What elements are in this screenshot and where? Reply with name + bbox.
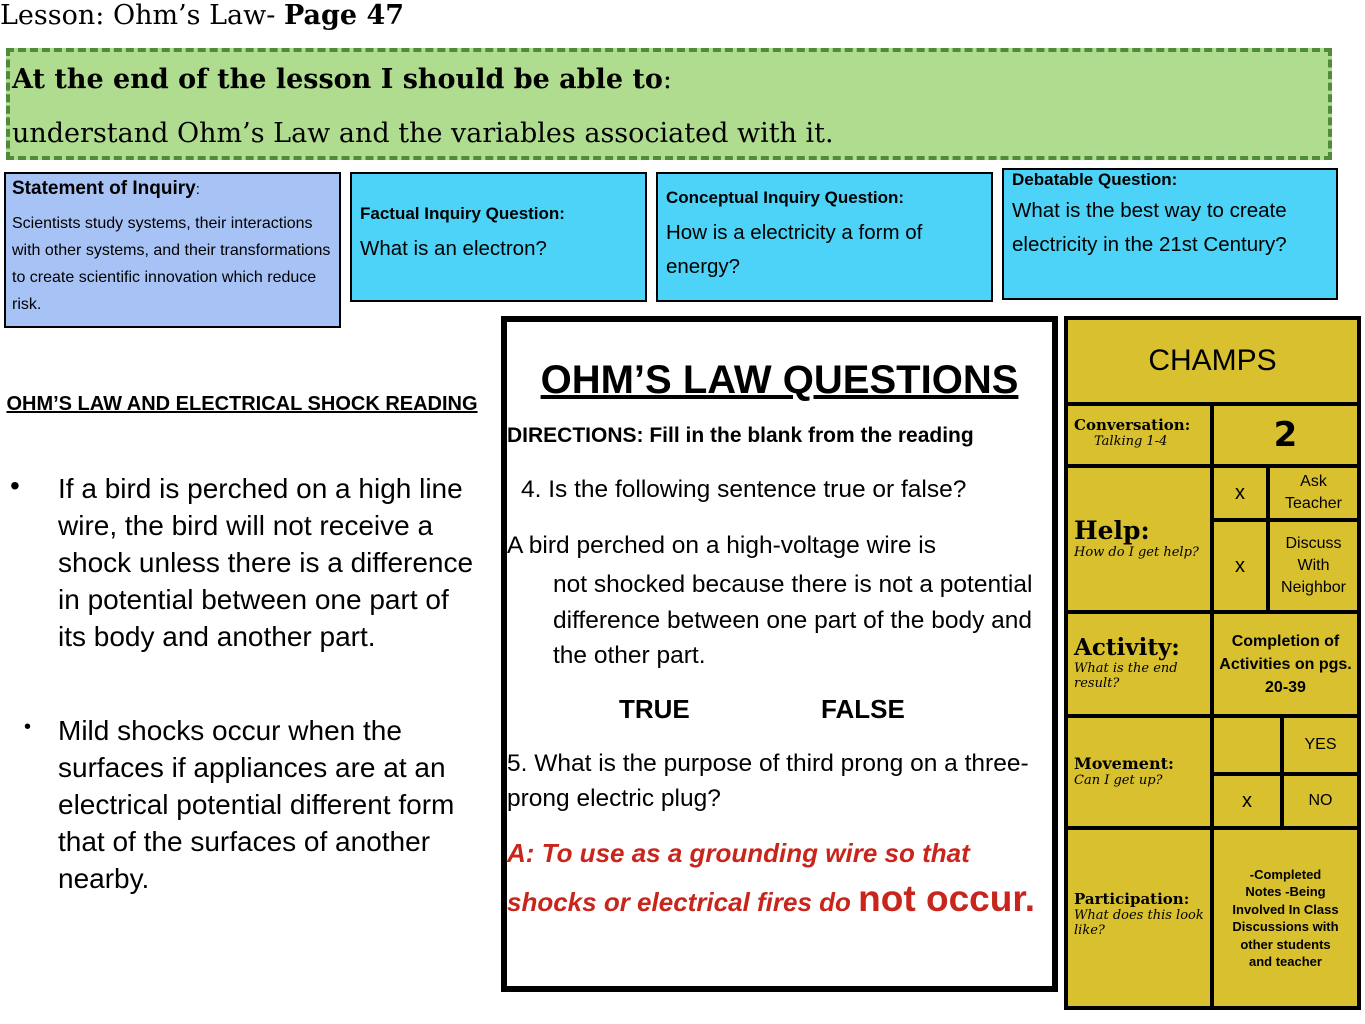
reading-title: OHM’S LAW AND ELECTRICAL SHOCK READING xyxy=(6,393,478,415)
movement-label: Movement: xyxy=(1074,754,1174,773)
participation-sub: What does this look like? xyxy=(1074,908,1204,938)
questions-directions: DIRECTIONS: Fill in the blank from the reading xyxy=(507,424,974,447)
factual-heading: Factual Inquiry Question: xyxy=(360,204,565,223)
page-number: Page 47 xyxy=(283,0,405,31)
conversation-label: Conversation: xyxy=(1074,416,1191,434)
help-label-cell xyxy=(1066,466,1212,612)
factual-question-box xyxy=(350,172,647,302)
objective-colon: : xyxy=(662,64,672,95)
movement-label-cell xyxy=(1066,716,1212,828)
help-mark-1: x xyxy=(1212,466,1268,520)
factual-text: What is an electron? xyxy=(360,237,547,260)
participation-label-cell xyxy=(1066,828,1212,1008)
question-5-answer xyxy=(507,830,1052,925)
conversation-sub: Talking 1-4 xyxy=(1094,434,1168,449)
help-option-1: Ask Teacher xyxy=(1268,466,1359,520)
statement-colon: : xyxy=(195,181,200,198)
participation-label: Participation: xyxy=(1074,890,1190,908)
statement-heading xyxy=(12,178,333,200)
conversation-value: 2 xyxy=(1212,404,1359,466)
help-label: Help: xyxy=(1074,516,1150,545)
debatable-question-box xyxy=(1002,168,1338,300)
statement-heading-text: Statement of Inquiry xyxy=(12,178,196,199)
questions-panel xyxy=(501,316,1058,992)
reading-bullet-2: Mild shocks occur when the surfaces if appliances are at an electrical potential different form that of the surfaces of another nearby. xyxy=(58,715,455,894)
champs-title: CHAMPS xyxy=(1066,318,1359,404)
activity-sub: What is the end result? xyxy=(1074,661,1178,691)
conceptual-heading: Conceptual Inquiry Question: xyxy=(666,188,905,207)
question-4: 4. Is the following sentence true or false? xyxy=(521,476,967,503)
champs-panel xyxy=(1064,316,1361,1010)
participation-value: -Completed Notes -Being Involved In Class Discussions with other students and teacher xyxy=(1212,828,1359,1008)
activity-value: Completion of Activities on pgs. 20-39 xyxy=(1212,612,1359,716)
objective-heading xyxy=(12,64,672,95)
help-mark-2: x xyxy=(1212,520,1268,612)
objective-banner xyxy=(6,48,1332,160)
movement-sub: Can I get up? xyxy=(1074,773,1163,788)
question-4-statement-rest: not shocked because there is not a potential difference between one part of the body and the other part. xyxy=(553,571,1033,669)
movement-option-yes: YES xyxy=(1282,716,1359,774)
questions-title: OHM’S LAW QUESTIONS xyxy=(540,358,1019,402)
false-option: FALSE xyxy=(821,694,905,724)
statement-text: Scientists study systems, their interactions with other systems, and their transformations to create scientific innovation which reduce risk. xyxy=(12,215,331,313)
question-5: 5. What is the purpose of third prong on a three-prong electric plug? xyxy=(507,750,1029,812)
statement-of-inquiry-box xyxy=(4,172,341,328)
reading-bullet-1: If a bird is perched on a high line wire, the bird will not receive a shock unless there is a difference in potential between one part of its body and another part. xyxy=(58,473,474,652)
activity-label-cell xyxy=(1066,612,1212,716)
question-4-statement-line-1: A bird perched on a high-voltage wire is xyxy=(507,532,937,559)
objective-heading-text: At the end of the lesson I should be able to xyxy=(12,64,663,95)
movement-option-no: NO xyxy=(1282,774,1359,828)
help-option-2: Discuss With Neighbor xyxy=(1268,520,1359,612)
conceptual-question-box xyxy=(656,172,993,302)
true-option: TRUE xyxy=(619,694,690,724)
bullet-dot: • xyxy=(10,470,20,501)
movement-mark-no: x xyxy=(1212,774,1282,828)
help-sub: How do I get help? xyxy=(1074,545,1199,560)
answer-text: A: To use as a grounding wire so that shocks or electrical fires do xyxy=(507,838,970,917)
lesson-title xyxy=(0,0,404,31)
debatable-heading: Debatable Question: xyxy=(1012,170,1178,189)
answer-emphasis: not occur. xyxy=(858,878,1035,919)
conversation-label-cell xyxy=(1066,404,1212,466)
lesson-name: Lesson: Ohm’s Law- xyxy=(0,0,276,31)
movement-mark-yes xyxy=(1212,716,1282,774)
bullet-dot: • xyxy=(24,716,32,738)
objective-text: understand Ohm’s Law and the variables associated with it. xyxy=(12,118,834,149)
activity-label: Activity: xyxy=(1074,634,1180,661)
debatable-text: What is the best way to create electricity in the 21st Century? xyxy=(1012,199,1287,256)
conceptual-text: How is a electricity a form of energy? xyxy=(666,221,923,278)
